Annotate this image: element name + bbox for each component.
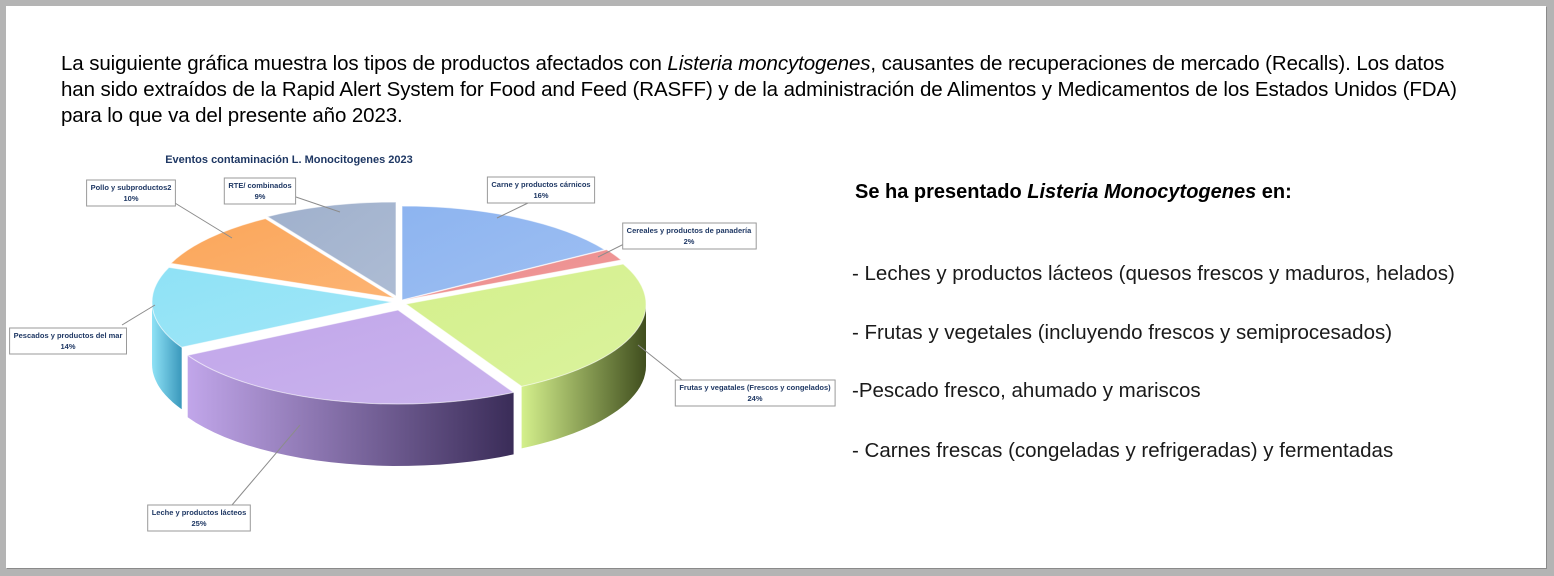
intro-species-name: Listeria moncytogenes xyxy=(667,52,871,75)
side-title-species: Listeria Monocytogenes xyxy=(1027,181,1257,203)
data-label-category: Leche y productos lácteos xyxy=(151,508,247,517)
side-list-item: - Carnes frescas (congeladas y refrigeradas) y fermentadas xyxy=(852,439,1394,462)
side-list-item: -Pescado fresco, ahumado y mariscos xyxy=(852,379,1201,402)
intro-text-end: , causantes de recuperaciones de mercado (Recalls). Los datos han sido extraídos de la Rapid Alert System for Food and Feed (RASFF) y de la administración de Alimentos y Medicamentos de los Estados Unidos (FDA) para lo que va del presente año 2023. xyxy=(61,52,1457,127)
label-leader-line xyxy=(170,200,232,238)
side-panel-title xyxy=(855,181,1292,204)
data-label-category: Frutas y vegatales (Frescos y congelados) xyxy=(679,383,831,392)
data-label-value: 2% xyxy=(683,237,695,246)
data-label-value: 10% xyxy=(123,194,139,203)
data-label xyxy=(224,178,295,204)
data-label-value: 16% xyxy=(533,191,549,200)
data-label-value: 25% xyxy=(191,519,207,528)
data-label xyxy=(487,177,594,203)
data-label xyxy=(623,223,757,249)
side-list-item: - Frutas y vegetales (incluyendo frescos y semiprocesados) xyxy=(852,321,1393,344)
label-leader-line xyxy=(122,305,155,325)
data-label-category: Pollo y subproductos2 xyxy=(90,183,172,192)
data-label-category: Pescados y productos del mar xyxy=(13,331,123,340)
side-title-start: Se ha presentado xyxy=(855,181,1028,203)
data-label-category: Carne y productos cárnicos xyxy=(491,180,591,189)
data-label-value: 9% xyxy=(254,192,266,201)
data-label-value: 14% xyxy=(60,342,76,351)
data-label-category: Cereales y productos de panadería xyxy=(626,226,752,235)
data-label-category: RTE/ combinados xyxy=(228,181,292,190)
side-list-item: - Leches y productos lácteos (quesos frescos y maduros, helados) xyxy=(852,262,1455,285)
side-title-end: en: xyxy=(1256,181,1292,203)
chart-title: Eventos contaminación L. Monocitogenes 2023 xyxy=(165,154,413,166)
data-label-value: 24% xyxy=(747,394,763,403)
intro-text-start: La suiguiente gráfica muestra los tipos de productos afectados con xyxy=(61,52,668,75)
data-label xyxy=(148,505,251,531)
data-label xyxy=(10,328,127,354)
data-label xyxy=(675,380,835,406)
label-leader-line xyxy=(497,203,528,218)
data-label xyxy=(87,180,176,206)
